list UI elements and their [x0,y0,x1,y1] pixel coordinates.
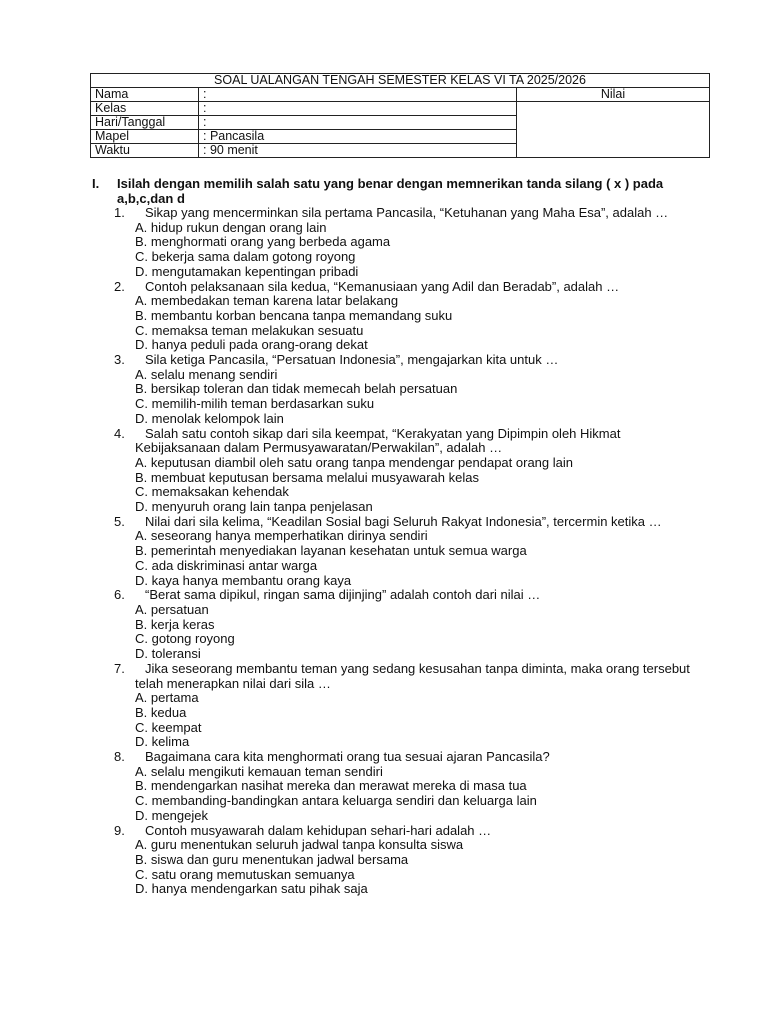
exam-header-table [90,73,710,158]
question-number: 9. [114,822,125,838]
answer-option[interactable]: D. menolak kelompok lain [135,410,284,426]
answer-option[interactable]: A. selalu mengikuti kemauan teman sendiri [135,763,383,779]
answer-option[interactable]: A. membedakan teman karena latar belakang [135,293,399,309]
question-number: 8. [114,749,125,765]
section-multiple-choice [92,176,692,897]
exam-title: SOAL UALANGAN TENGAH SEMESTER KELAS VI TA 2025/2026 [91,74,710,88]
section-instruction: Isilah dengan memilih salah satu yang benar dengan memnerikan tanda silang ( x ) pada a,b,c,dan d [117,176,664,206]
answer-option[interactable]: B. siswa dan guru menentukan jadwal bersama [135,851,409,867]
field-value-waktu: : 90 menit [199,144,517,158]
answer-option[interactable]: D. toleransi [135,646,201,662]
question-number: 4. [114,425,125,441]
answer-option[interactable]: B. pemerintah menyediakan layanan kesehatan untuk semua warga [135,543,527,559]
question-item [92,353,692,427]
answer-option[interactable]: A. selalu menang sendiri [135,366,278,382]
answer-option[interactable]: B. mendengarkan nasihat mereka dan merawat mereka di masa tua [135,778,527,794]
question-number: 6. [114,587,125,603]
answer-option[interactable]: C. memilih-milih teman berdasarkan suku [135,396,375,412]
question-text: Contoh pelaksanaan sila kedua, “Kemanusiaan yang Adil dan Beradab”, adalah … [145,278,620,294]
field-label-hari-tanggal: Hari/Tanggal [91,116,199,130]
answer-option[interactable]: D. kelima [135,734,190,750]
answer-option[interactable]: A. pertama [135,690,199,706]
answer-option[interactable]: B. kerja keras [135,616,215,632]
answer-option[interactable]: C. memaksa teman melakukan sesuatu [135,322,364,338]
question-item [92,588,692,662]
field-value-kelas: : [199,102,517,116]
field-label-nama: Nama [91,88,199,102]
answer-option[interactable]: C. satu orang memutuskan semuanya [135,866,355,882]
answer-option[interactable]: B. membantu korban bencana tanpa memandang suku [135,307,453,323]
answer-option[interactable]: C. membanding-bandingkan antara keluarga sendiri dan keluarga lain [135,793,537,809]
nilai-label: Nilai [517,88,710,102]
question-item [92,427,692,515]
answer-option[interactable]: B. kedua [135,704,187,720]
answer-option[interactable]: A. seseorang hanya memperhatikan dirinya sendiri [135,528,428,544]
answer-option[interactable]: A. guru menentukan seluruh jadwal tanpa konsulta siswa [135,837,464,853]
answer-option[interactable]: C. gotong royong [135,631,235,647]
question-item [92,280,692,354]
answer-option[interactable]: D. mengejek [135,807,208,823]
answer-option[interactable]: B. menghormati orang yang berbeda agama [135,234,391,250]
answer-option[interactable]: A. persatuan [135,601,209,617]
nilai-box [517,102,710,158]
answer-option[interactable]: D. mengutamakan kepentingan pribadi [135,263,359,279]
field-value-mapel: : Pancasila [199,130,517,144]
section-number: I. [92,176,100,191]
answer-option[interactable]: B. membuat keputusan bersama melalui musyawarah kelas [135,469,479,485]
question-item [92,824,692,898]
question-text: Contoh musyawarah dalam kehidupan sehari-hari adalah … [145,822,492,838]
question-number: 3. [114,352,125,368]
answer-option[interactable]: C. ada diskriminasi antar warga [135,557,318,573]
question-text: Sikap yang mencerminkan sila pertama Pancasila, “Ketuhanan yang Maha Esa”, adalah … [145,205,669,220]
question-number: 5. [114,513,125,529]
field-label-waktu: Waktu [91,144,199,158]
answer-option[interactable]: A. keputusan diambil oleh satu orang tanpa mendengar pendapat orang lain [135,454,573,470]
question-text: Salah satu contoh sikap dari sila keempat, “Kerakyatan yang Dipimpin oleh Hikmat Kebijaksanaan dalam Permusyawaratan/Perwakilan”, adalah … [135,425,621,456]
answer-option[interactable]: C. bekerja sama dalam gotong royong [135,249,356,265]
question-item [92,515,692,589]
question-list [92,206,692,897]
question-text: Sila ketiga Pancasila, “Persatuan Indonesia”, mengajarkan kita untuk … [145,352,559,368]
question-number: 2. [114,278,125,294]
question-text: Bagaimana cara kita menghormati orang tua sesuai ajaran Pancasila? [145,749,550,765]
answer-option[interactable]: D. hanya peduli pada orang-orang dekat [135,337,368,353]
answer-option[interactable]: D. kaya hanya membantu orang kaya [135,572,352,588]
answer-option[interactable]: B. bersikap toleran dan tidak memecah belah persatuan [135,381,458,397]
field-label-mapel: Mapel [91,130,199,144]
question-number: 7. [114,660,125,676]
question-text: Jika seseorang membantu teman yang sedang kesusahan tanpa diminta, maka orang tersebut telah menerapkan nilai dari sila … [135,660,690,691]
answer-option[interactable]: D. menyuruh orang lain tanpa penjelasan [135,499,373,515]
question-item [92,662,692,750]
field-label-kelas: Kelas [91,102,199,116]
question-text: Nilai dari sila kelima, “Keadilan Sosial bagi Seluruh Rakyat Indonesia”, tercermin ketika … [145,513,662,529]
field-value-hari-tanggal: : [199,116,517,130]
question-number: 1. [114,205,125,220]
section-heading [92,176,692,206]
question-item [92,206,692,280]
question-item [92,750,692,824]
field-value-nama: : [199,88,517,102]
answer-option[interactable]: D. hanya mendengarkan satu pihak saja [135,881,368,897]
answer-option[interactable]: C. memaksakan kehendak [135,484,289,500]
answer-option[interactable]: A. hidup rukun dengan orang lain [135,219,327,235]
answer-option[interactable]: C. keempat [135,719,202,735]
question-text: “Berat sama dipikul, ringan sama dijinjing” adalah contoh dari nilai … [145,587,541,603]
